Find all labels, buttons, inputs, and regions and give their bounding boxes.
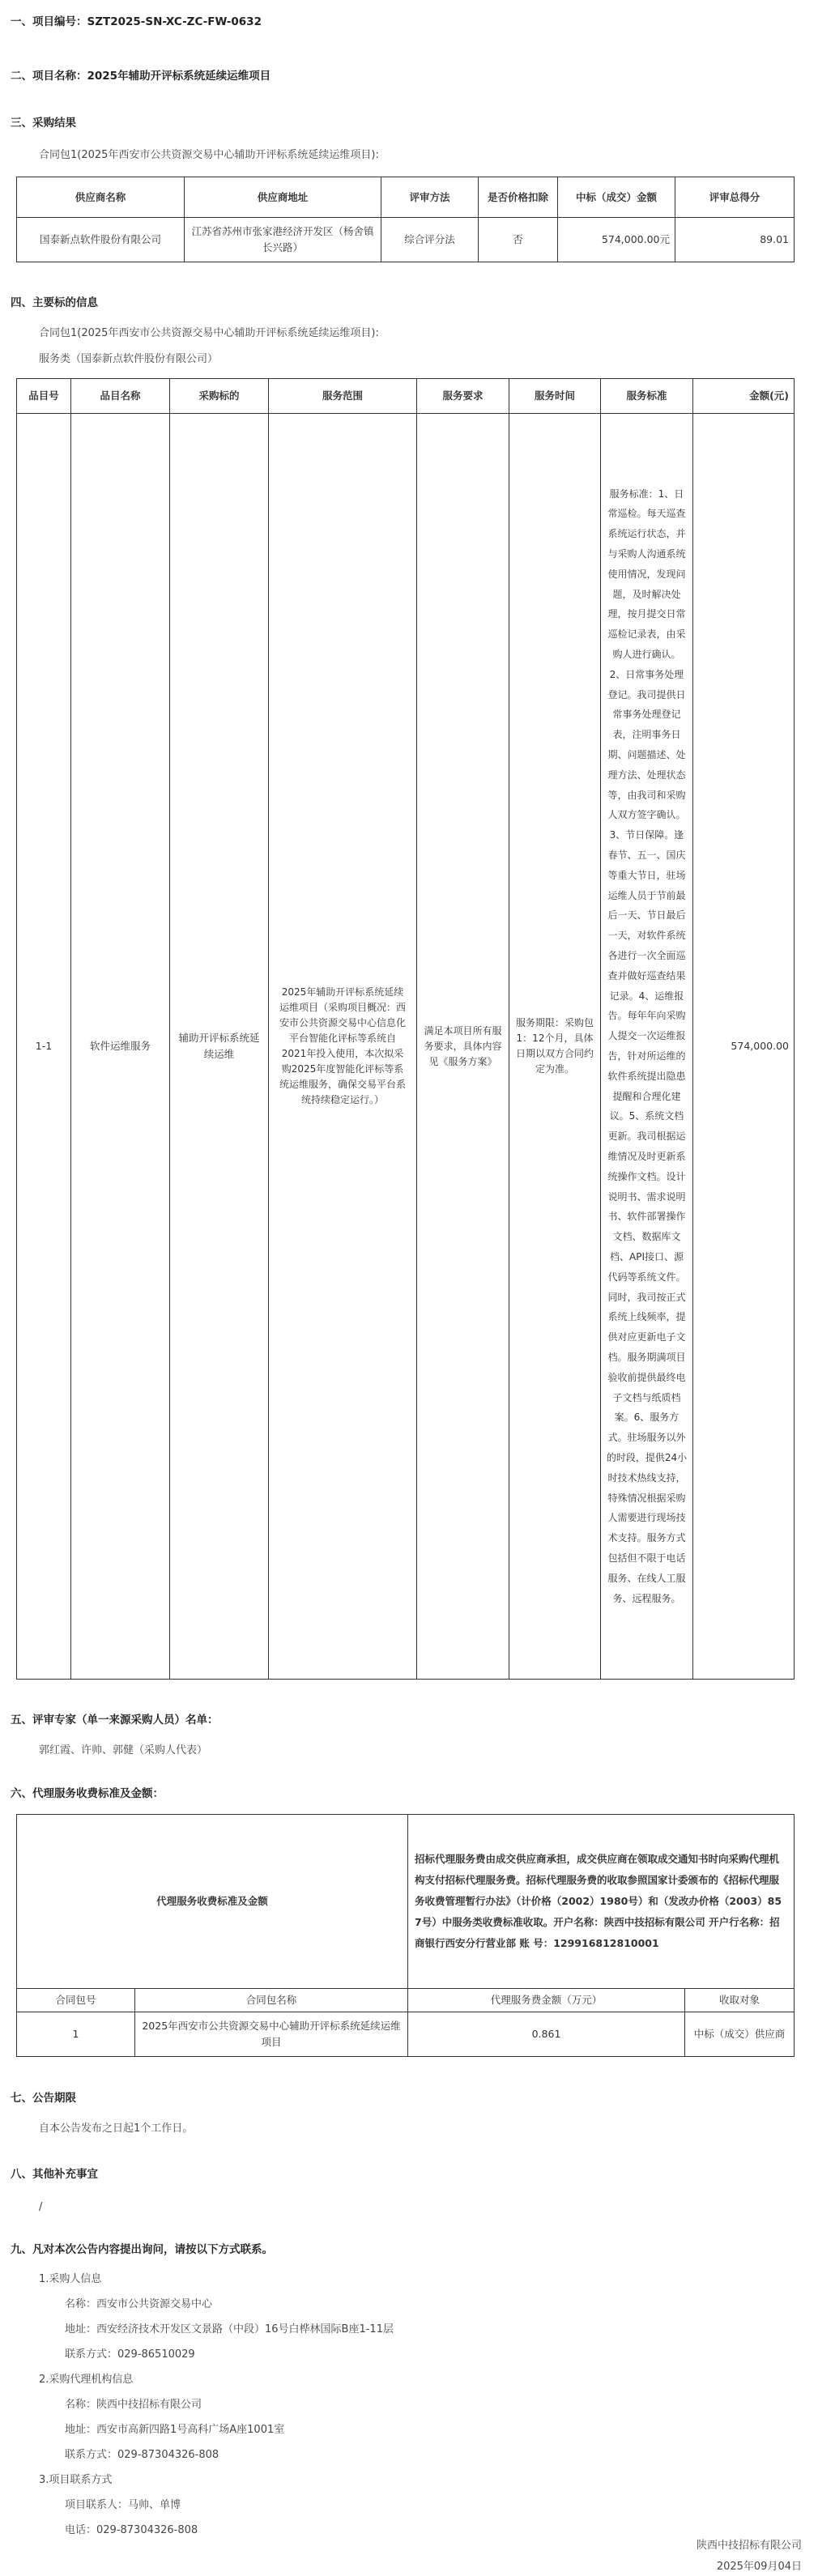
subject-cell-time: 服务期限：采购包1：12个月，具体日期以双方合同约定为准。 <box>509 414 601 1680</box>
subject-cell-scope: 2025年辅助开评标系统延续运维项目（采购项目概况：西安市公共资源交易中心信息化平台智能化评标等系统自2021年投入使用，本次拟采购2025年度智能化评标等系统运维服务，确保交易平台系统持续稳定运行。） <box>269 414 417 1680</box>
project-name-value: 2025年辅助开评标系统延续运维项目 <box>87 70 271 83</box>
result-header-price-deduction: 是否价格扣除 <box>479 177 558 218</box>
other-text: / <box>39 2201 43 2213</box>
subject-header-id: 品目号 <box>17 379 71 414</box>
subject-header-amount: 金额(元) <box>693 379 795 414</box>
purchaser-address: 地址：西安经济技术开发区文景路（中段）16号白桦林国际B座1-11层 <box>65 2323 394 2335</box>
result-header-method: 评审方法 <box>381 177 479 218</box>
agency-fee-standard-text: 招标代理服务费由成交供应商承担，成交供应商在领取成交通知书时向采购代理机构支付招标代理服务费。招标代理服务费的收取参照国家计委颁布的《招标代理服务收费管理暂行办法》（计价格（2002）1980号）和（发改办价格（2003）857号）中服务类收费标准收取。开户名称：陕西中技招标有限公司 开户行名称：招商银行西安分行营业部 账 号：129916812810001 <box>408 1815 795 1989</box>
subject-cell-id: 1-1 <box>17 414 71 1680</box>
experts-names: 郭红霞、许帅、郭健（采购人代表） <box>39 1744 208 1756</box>
subject-cell-subject: 辅助开评标系统延续运维 <box>170 414 269 1680</box>
subject-cell-requirement: 满足本项目所有服务要求，具体内容见《服务方案》 <box>417 414 509 1680</box>
subject-cell-amount: 574,000.00 <box>693 414 795 1680</box>
agency-fee-header-payer: 收取对象 <box>685 1989 795 2012</box>
result-package-line: 合同包1(2025年西安市公共资源交易中心辅助开评标系统延续运维项目): <box>39 149 379 161</box>
subject-header-standard: 服务标准 <box>601 379 693 414</box>
subject-header-scope: 服务范围 <box>269 379 417 414</box>
section-heading-agency-fee: 六、代理服务收费标准及金额： <box>11 1787 164 1800</box>
agency-name: 名称：陕西中技招标有限公司 <box>65 2399 202 2411</box>
result-cell-supplier: 国泰新点软件股份有限公司 <box>17 218 185 262</box>
result-header-address: 供应商地址 <box>185 177 381 218</box>
subject-table <box>16 378 795 1680</box>
subject-header-name: 品目名称 <box>71 379 170 414</box>
agency-phone: 联系方式：029-87304326-808 <box>65 2449 219 2461</box>
agency-address: 地址：西安市高新四路1号高科广场A座1001室 <box>65 2424 285 2436</box>
section-heading-experts: 五、评审专家（单一来源采购人员）名单： <box>11 1714 219 1727</box>
project-name-label: 二、项目名称： <box>11 70 87 83</box>
section-heading-period: 七、公告期限 <box>11 2092 76 2105</box>
purchaser-phone: 联系方式：029-86510029 <box>65 2348 195 2361</box>
subject-header-time: 服务时间 <box>509 379 601 414</box>
subject-category-line: 服务类（国泰新点软件股份有限公司） <box>39 353 219 365</box>
purchaser-name: 名称：西安市公共资源交易中心 <box>65 2298 213 2310</box>
agency-fee-header-package-name: 合同包名称 <box>135 1989 408 2012</box>
footer-company: 陕西中技招标有限公司 <box>696 2540 802 2552</box>
project-contact-title: 3.项目联系方式 <box>39 2474 113 2486</box>
section-heading-contact: 九、凡对本次公告内容提出询问，请按以下方式联系。 <box>11 2243 273 2256</box>
result-cell-method: 综合评分法 <box>381 218 479 262</box>
agency-fee-cell-package-no: 1 <box>17 2012 135 2057</box>
purchaser-info-title: 1.采购人信息 <box>39 2273 102 2285</box>
result-header-score: 评审总得分 <box>675 177 795 218</box>
agency-fee-table <box>16 1814 795 2057</box>
subject-package-line: 合同包1(2025年西安市公共资源交易中心辅助开评标系统延续运维项目): <box>39 327 379 339</box>
project-contact-phone: 电话：029-87304326-808 <box>65 2524 198 2536</box>
agency-fee-header-amount: 代理服务费金额（万元） <box>408 1989 685 2012</box>
section-heading-subject: 四、主要标的信息 <box>11 296 98 309</box>
agency-fee-header-package-no: 合同包号 <box>17 1989 135 2012</box>
result-cell-score: 89.01 <box>675 218 795 262</box>
period-text: 自本公告发布之日起1个工作日。 <box>39 2123 194 2135</box>
result-header-amount: 中标（成交）金额 <box>558 177 675 218</box>
result-cell-price-deduction: 否 <box>479 218 558 262</box>
agency-fee-cell-payer: 中标（成交）供应商 <box>685 2012 795 2057</box>
project-contact-person: 项目联系人：马帅、单博 <box>65 2499 181 2511</box>
subject-header-subject: 采购标的 <box>170 379 269 414</box>
subject-cell-standard: 服务标准：1、日常巡检。每天巡查系统运行状态，并与采购人沟通系统使用情况，发现问题，及时解决处理，按月提交日常巡检记录表，由采购人进行确认。2、日常事务处理登记。我司提供日常事务处理登记表，注明事务日期、问题描述、处理方法、处理状态等，由我司和采购人双方签字确认。3、节日保障。逢春节、五一、国庆等重大节日，驻场运维人员于节前最后一天、节日最后一天，对软件系统各进行一次全面巡查并做好巡查结果记录。4、运维报告。每年年向采购人提交一次运维报告，针对所运维的软件系统提出隐患提醒和合理化建议。5、系统文档更新。我司根据运维情况及时更新系统操作文档。设计说明书、需求说明书、软件部署操作文档、数据库文档、API接口、源代码等系统文件。同时，我司按正式系统上线频率，提供对应更新电子文档。服务期满项目验收前提供最终电子文档与纸质档案。6、服务方式。驻场服务以外的时段，提供24小时技术热线支持，特殊情况根据采购人需要进行现场技术支持。服务方式包括但不限于电话服务、在线人工服务、远程服务。 <box>601 414 693 1680</box>
project-name <box>11 66 271 83</box>
project-number-value: SZT2025-SN-XC-ZC-FW-0632 <box>87 15 262 28</box>
project-number <box>11 12 262 28</box>
agency-fee-cell-package-name: 2025年西安市公共资源交易中心辅助开评标系统延续运维项目 <box>135 2012 408 2057</box>
result-header-supplier: 供应商名称 <box>17 177 185 218</box>
result-cell-amount: 574,000.00元 <box>558 218 675 262</box>
section-heading-result: 三、采购结果 <box>11 117 76 130</box>
result-table <box>16 177 795 262</box>
result-cell-address: 江苏省苏州市张家港经济开发区（杨舍镇长兴路） <box>185 218 381 262</box>
agency-info-title: 2.采购代理机构信息 <box>39 2374 134 2386</box>
subject-header-requirement: 服务要求 <box>417 379 509 414</box>
subject-cell-name: 软件运维服务 <box>71 414 170 1680</box>
agency-fee-cell-amount: 0.861 <box>408 2012 685 2057</box>
section-heading-other: 八、其他补充事宜 <box>11 2168 98 2181</box>
footer-date: 2025年09月04日 <box>716 2561 802 2573</box>
project-number-label: 一、项目编号： <box>11 15 87 28</box>
agency-fee-standard-label: 代理服务收费标准及金额 <box>17 1815 408 1989</box>
